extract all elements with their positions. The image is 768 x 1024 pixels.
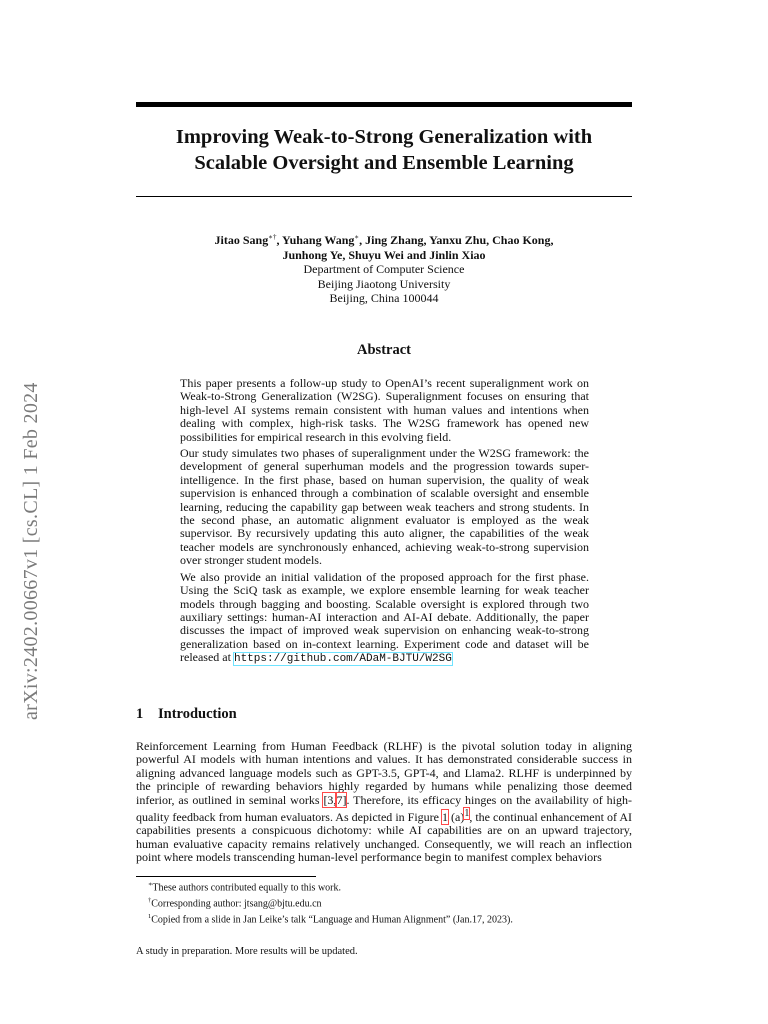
intro-text: . Therefore, its efficacy hinges on the availability of high-quality feedback from human evaluators. As depicted in Figure <box>136 792 632 825</box>
preparation-note: A study in preparation. More results will be updated. <box>136 946 358 957</box>
author-names-line-2: Junhong Ye, Shuyu Wei and Jinlin Xiao <box>282 247 486 262</box>
title-bottom-rule <box>136 196 632 197</box>
footnotes <box>148 879 632 926</box>
footnote-slide-source <box>148 911 632 927</box>
footnote-text: Corresponding author: jtsang@bjtu.edu.cn <box>151 898 322 910</box>
author-university: Beijing Jiaotong University <box>317 276 451 291</box>
author-department: Department of Computer Science <box>303 262 465 276</box>
author-names-line-1 <box>136 230 632 248</box>
title-line-1: Improving Weak-to-Strong Generalization with <box>175 126 593 148</box>
section-heading-introduction <box>136 706 237 723</box>
intro-text: (a) <box>448 810 465 825</box>
author-city: Beijing, China 100044 <box>329 291 439 305</box>
abstract-paragraph-3 <box>180 571 589 667</box>
footnote-mark: 1 <box>148 912 152 920</box>
intro-text: Reinforcement Learning from Human Feedback (RLHF) is the pivotal solution today in aligning powerful AI models with human intentions and values. It has demonstrated considerable success in aligning advanced language models such as GPT-3.5, GPT-4, and Llama2. RLHF is underpinned by the principle of rewarding behaviors highly regarded by humans while penalizing those deemed inferior, as outlined in seminal works <box>136 739 632 807</box>
footnote-text: These authors contributed equally to this work. <box>152 882 341 894</box>
author-mark: ∗ <box>354 233 360 241</box>
author-names: , Jing Zhang, Yanxu Zhu, Chao Kong, <box>359 233 554 247</box>
abstract-paragraph-3-text: We also provide an initial validation of the proposed approach for the first phase. Using the SciQ task as example, we explore ensemble learning for weak teacher models through bagging and boosting. Scalable oversight is explored through two auxiliary settings: human-AI interaction and AI-AI debate. Additionally, the paper discusses the impact of improved weak supervision on enhancing weak-to-strong generalization based on in-context learning. Experiment code and dataset will be released at <box>180 569 589 665</box>
author-block <box>136 230 632 306</box>
footnote-text: Copied from a slide in Jan Leike’s talk “Language and Human Alignment” (Jan.17, 2023). <box>151 913 513 925</box>
footnote-equal-contribution <box>148 879 632 895</box>
paper-title <box>136 124 632 176</box>
figure-link-1[interactable]: 1 <box>442 810 448 825</box>
footnote-mark: ∗ <box>148 881 153 888</box>
author-name: , Yuhang Wang <box>276 233 355 247</box>
footnote-link-1[interactable]: 1 <box>464 808 470 820</box>
abstract-paragraph-1: This paper presents a follow-up study to OpenAI’s recent superalignment work on Weak-to-Strong Generalization (W2SG). Superalignment focuses on ensuring that high-level AI systems remain consistent with human values and intentions when dealing with complex, high-risk tasks. The W2SG framework has opened new possibilities for empirical research in this evolving field. <box>180 376 589 444</box>
section-title: Introduction <box>158 706 237 722</box>
code-repository-link[interactable]: https://github.com/ADaM-BJTU/W2SG <box>233 653 452 666</box>
footnote-rule <box>136 876 316 877</box>
introduction-paragraph <box>136 740 632 865</box>
intro-text: , the continual enhancement of AI capabilities presents a conspicuous dichotomy: while AI capabilities are on an upward trajectory, human evaluative capacity remains relatively unchanged. Consequently, we will reach an inflection point where models transcending human-level performance begin to manifest complex behaviors <box>136 810 632 865</box>
abstract-heading: Abstract <box>357 342 411 358</box>
section-number: 1 <box>136 706 144 722</box>
author-name: Jitao Sang <box>214 233 269 247</box>
footnote-corresponding-author <box>148 895 632 911</box>
author-mark: ∗† <box>268 233 277 241</box>
abstract-paragraph-2: Our study simulates two phases of superalignment under the W2SG framework: the development of general superhuman models and the progression towards super-intelligence. In the first phase, based on human supervision, the quality of weak supervision is enhanced through a combination of scalable oversight and ensemble learning, reducing the capability gap between weak teachers and strong students. In the second phase, an automatic alignment evaluator is employed as the weak supervisor. By recursively updating this auto aligner, the capabilities of the weak teacher models are synchronously enhanced, achieving weak-to-strong supervision over stronger student models. <box>180 446 589 568</box>
arxiv-identifier: arXiv:2402.00667v1 [cs.CL] 1 Feb 2024 <box>20 382 42 720</box>
title-top-rule <box>136 102 632 107</box>
title-line-2: Scalable Oversight and Ensemble Learning <box>194 152 574 174</box>
abstract-body <box>180 377 589 670</box>
citation-link-3[interactable]: [3, <box>323 792 337 807</box>
footnote-mark: † <box>148 896 152 904</box>
citation-link-7[interactable]: 7] <box>336 792 347 807</box>
